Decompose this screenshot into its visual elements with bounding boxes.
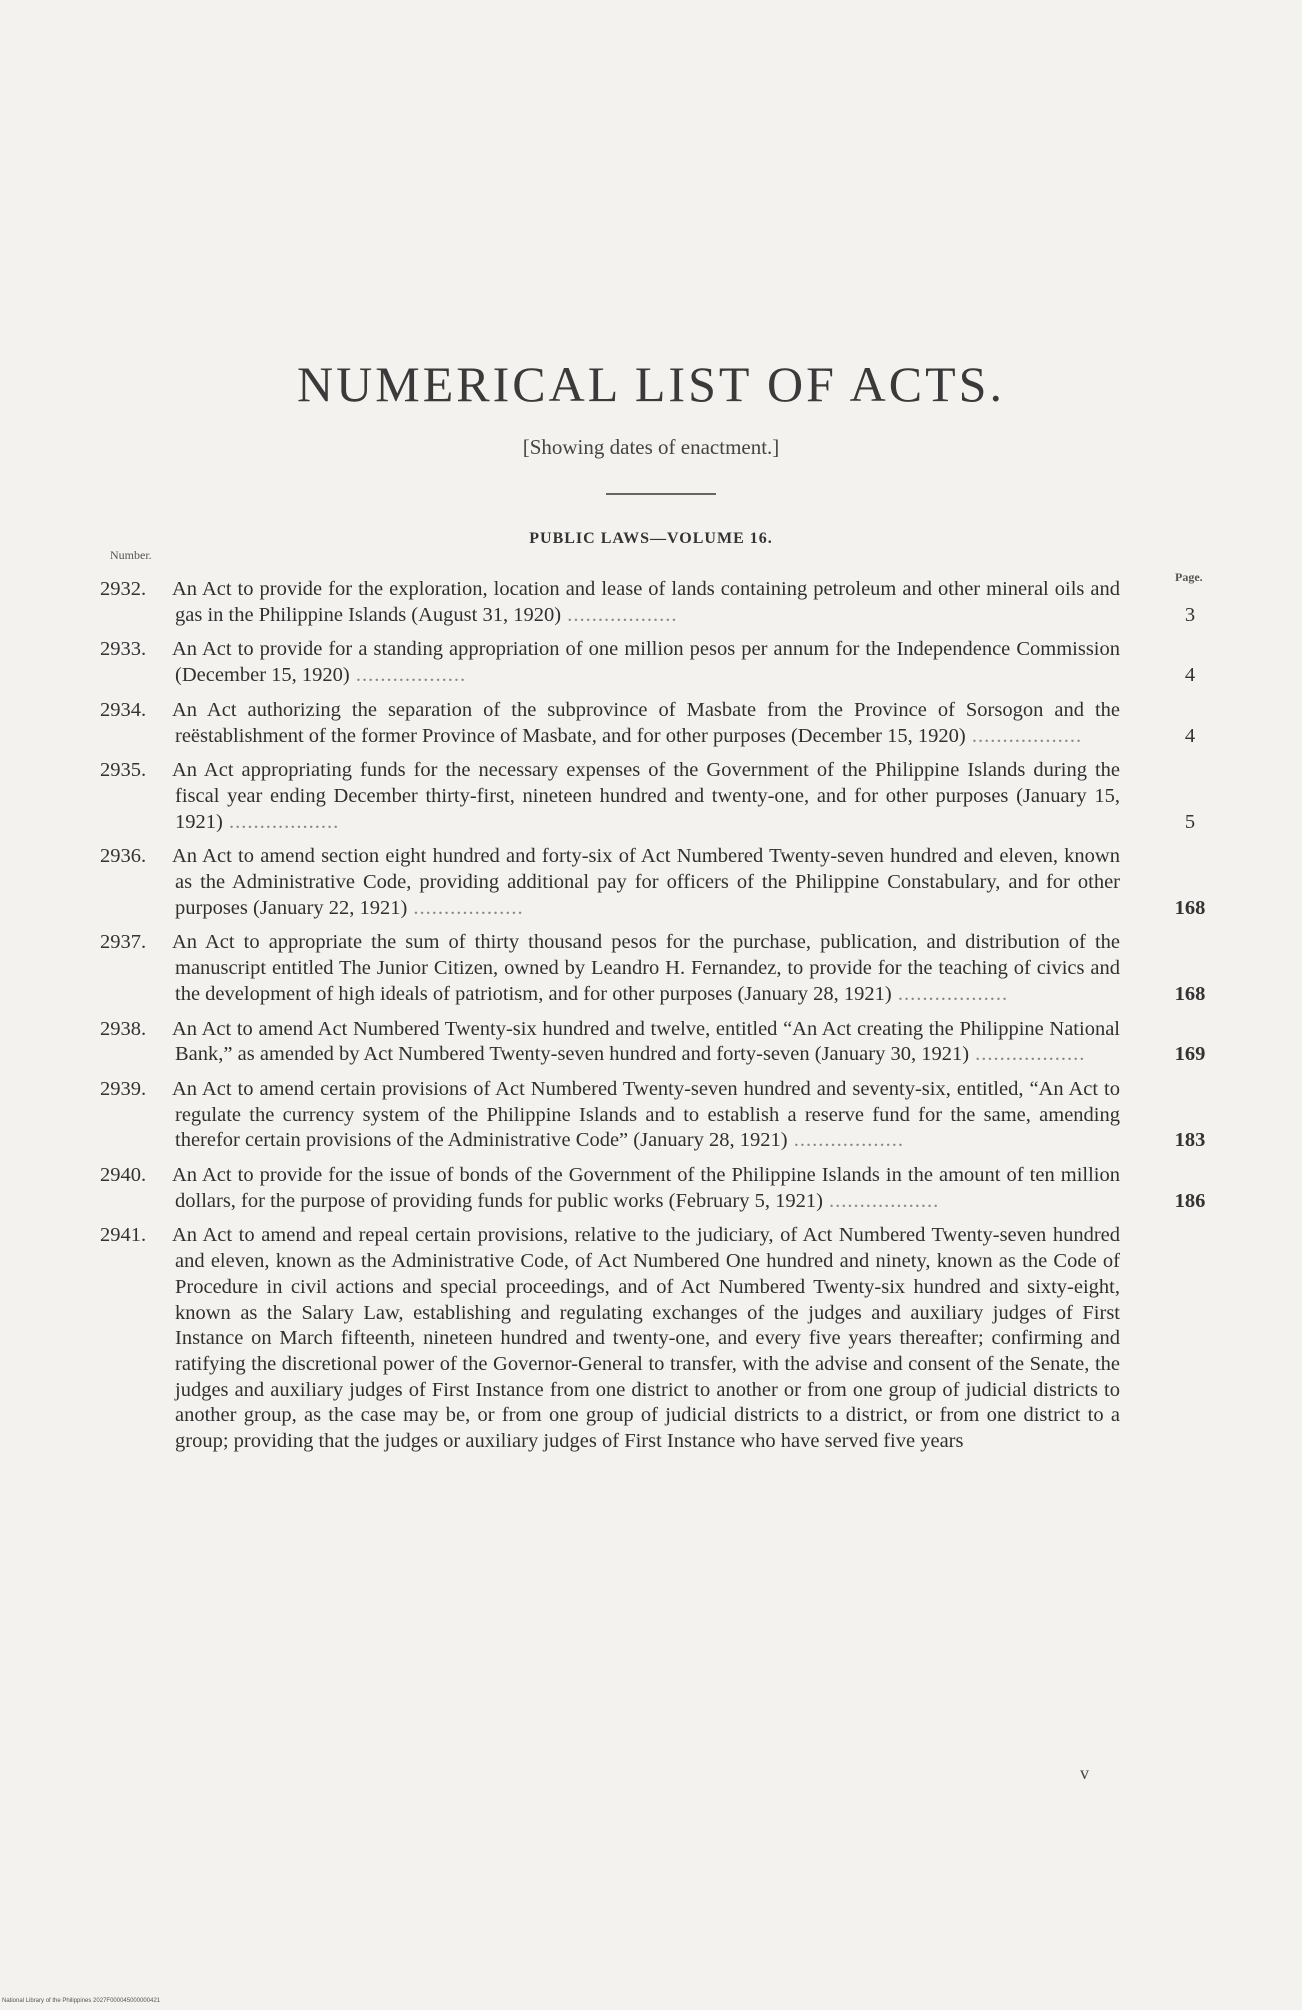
dot-leader: .................. [222,810,340,833]
act-number: 2941. [100,1224,147,1247]
act-entry-text [100,844,1120,921]
act-title: An Act to amend Act Numbered Twenty-six hundred and twelve, entitled “An Act creating the Philippine National Bank,” as amended by Act Numbered Twenty-seven hundred and forty-seven (January 30, 1921) [172,1017,1120,1066]
act-page-number: 183 [1174,1129,1206,1152]
act-entry [100,577,1230,628]
page-folio: v [1080,1763,1089,1783]
act-entry-text [100,1017,1120,1068]
act-entry [100,930,1230,1007]
act-entry-text [100,698,1120,749]
act-page-number: 3 [1184,603,1196,626]
act-page-number: 4 [1184,664,1196,687]
act-page-number: 5 [1184,810,1196,833]
act-entry-text [100,758,1120,835]
title-divider [606,493,716,495]
act-number: 2932. [100,578,147,600]
act-entry [100,1017,1230,1068]
act-title: An Act to provide for a standing appropriation of one million pesos per annum for the Independence Commission (December 15, 1920) [172,638,1120,687]
act-title: An Act to provide for the issue of bonds of the Government of the Philippine Islands in the amount of ten million dollars, for the purpose of providing funds for public works (February 5, 1921) [172,1164,1120,1212]
act-number: 2939. [100,1077,147,1100]
section-heading: PUBLIC LAWS—VOLUME 16. [529,530,773,547]
act-number: 2936. [100,845,147,868]
act-title: An Act to amend and repeal certain provisions, relative to the judiciary, of Act Numbered Twenty-seven hundred and eleven, known as the Administrative Code, of Act Numbered One hundred and ninety, known as the Code of Procedure in civil actions and special proceedings, and of Act Numbered Twenty-six hundred and sixty-eight, known as the Salary Law, establishing and regulating exchanges of the judges and auxiliary judges of First Instance on March fifteenth, nineteen hundred and twenty-one, and every five years thereafter; confirming and ratifying the discretional power of the Governor-General to transfer, with the advise and consent of the Senate, the judges and auxiliary judges of First Instance from one district to another or from one group of judicial districts to another group, as the case may be, or from one group of judicial districts to a district, or from one district to a group; providing that the judges or auxiliary judges of First Instance who have served five years [172,1224,1120,1453]
act-title: An Act to appropriate the sum of thirty thousand pesos for the purchase, publication, and distribution of the manuscript entitled The Junior Citizen, owned by Leandro H. Fernandez, to provide for the teaching of civics and the development of high ideals of patriotism, and for other purposes (January 28, 1921) [172,931,1120,1005]
act-entry-text [100,577,1120,628]
act-title: An Act to amend certain provisions of Act Numbered Twenty-seven hundred and seventy-six, entitled, “An Act to regulate the currency system of the Philippine Islands and to establish a reserve fund for the same, amending therefor certain provisions of the Administrative Code” (January 28, 1921) [172,1077,1120,1152]
act-page-number: 169 [1174,1043,1206,1066]
act-entry-text [100,1077,1120,1154]
dot-leader: .................. [891,982,1009,1005]
dot-leader: .................. [787,1129,904,1152]
dot-leader: .................. [407,896,524,919]
act-entry-text [100,1163,1120,1214]
act-entry [100,844,1230,921]
act-number: 2938. [100,1017,147,1040]
dot-leader: .................. [965,724,1083,747]
act-entry-text [100,1223,1120,1454]
act-entry [100,1223,1230,1454]
scan-footer-note: National Library of the Philippines 2027F000045000000421 [2,1998,161,2004]
act-number: 2935. [100,759,147,782]
dot-leader: .................. [969,1043,1086,1066]
act-title: An Act authorizing the separation of the subprovince of Masbate from the Province of Sorsogon and the reëstablishment of the former Province of Masbate, and for other purposes (December 15, 1920) [172,698,1120,747]
page-title: NUMERICAL LIST OF ACTS. [297,356,1005,412]
acts-list [100,577,1230,1464]
act-entry [100,758,1230,835]
dot-leader: .................. [822,1189,940,1212]
act-title: An Act to provide for the exploration, location and lease of lands containing petroleum and other mineral oils and gas in the Philippine Islands (August 31, 1920) [172,578,1120,626]
act-number: 2937. [100,931,147,954]
act-entry [100,637,1230,688]
act-page-number: 186 [1174,1189,1206,1212]
column-page-label: Page. [1175,570,1203,584]
act-number: 2933. [100,638,147,661]
act-entry [100,698,1230,749]
act-number: 2934. [100,698,147,721]
dot-leader: .................. [561,603,678,626]
act-title: An Act appropriating funds for the necessary expenses of the Government of the Philippine Islands during the fiscal year ending December thirty-first, nineteen hundred and twenty-one, and for other purposes (January 15, 1921) [172,759,1120,833]
act-entry-text [100,637,1120,688]
act-page-number: 168 [1174,896,1206,919]
act-entry [100,1077,1230,1154]
act-page-number: 4 [1184,724,1196,747]
act-page-number: 168 [1174,982,1206,1005]
act-entry-text [100,930,1120,1007]
act-entry [100,1163,1230,1214]
column-number-label: Number. [110,548,152,562]
page-subtitle: [Showing dates of enactment.] [522,435,780,459]
act-title: An Act to amend section eight hundred and forty-six of Act Numbered Twenty-seven hundred and eleven, known as the Administrative Code, providing additional pay for officers of the Philippine Constabulary, and for other purposes (January 22, 1921) [172,845,1120,919]
dot-leader: .................. [349,664,467,687]
act-number: 2940. [100,1164,147,1187]
